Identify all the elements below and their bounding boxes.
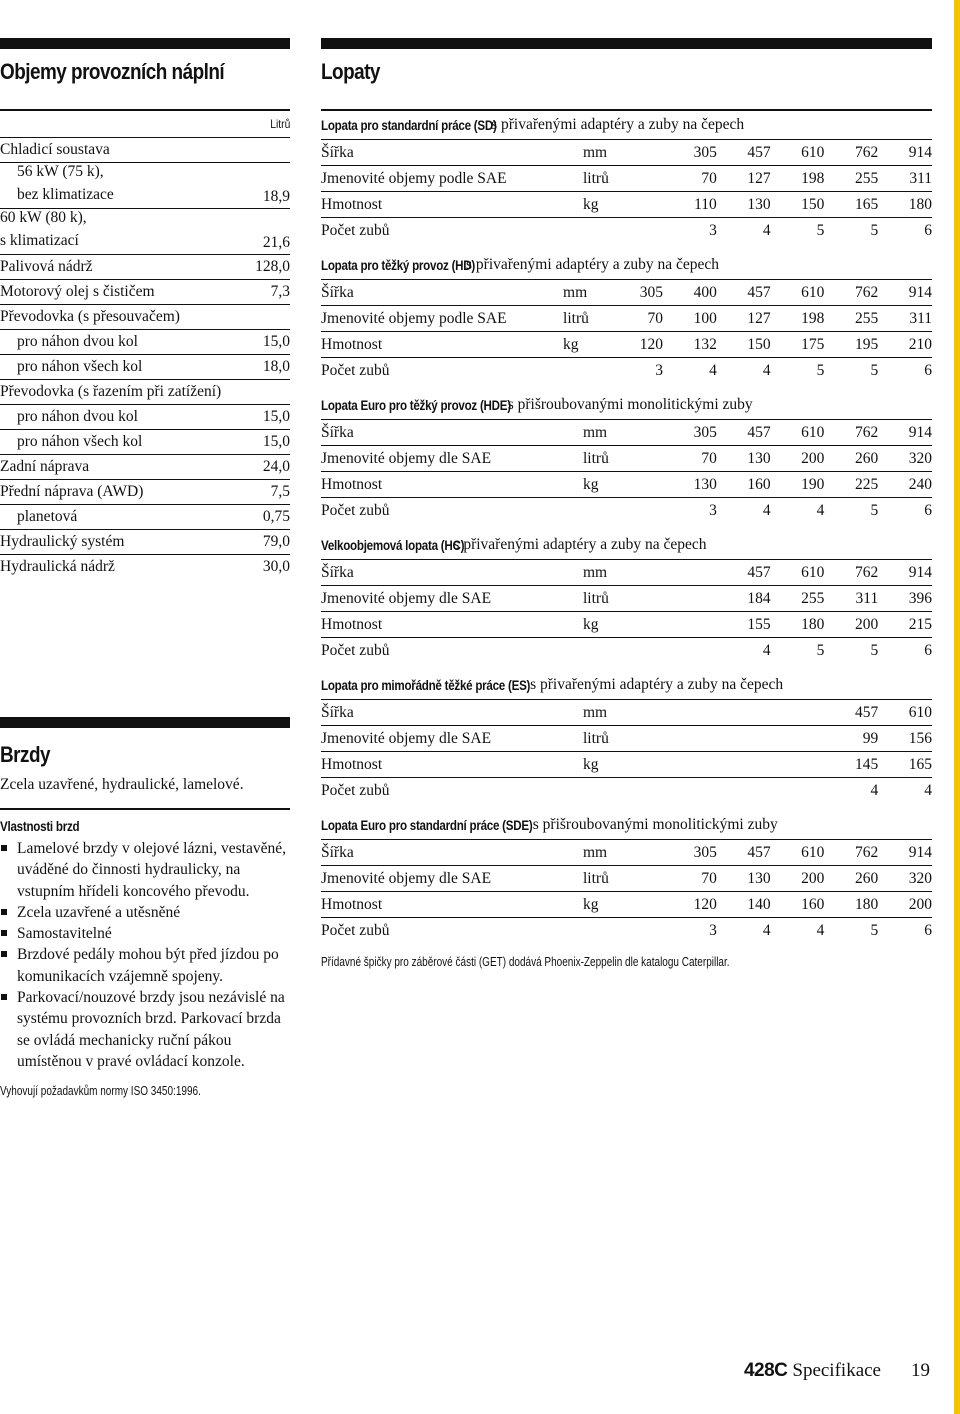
bucket-row-label: Počet zubů (321, 501, 390, 519)
bucket-cell-value: 6 (924, 501, 932, 519)
bucket-row-unit: kg (583, 755, 599, 773)
bucket-table-title (321, 811, 932, 840)
bucket-cell-value: 4 (709, 361, 717, 379)
bucket-cell-value: 305 (693, 423, 717, 441)
bucket-row (321, 280, 932, 306)
bucket-cell-value: 240 (908, 475, 932, 493)
bucket-row-unit: kg (583, 615, 599, 633)
brake-feature-item: Parkovací/nouzové brzdy jsou nezávislé na systému provozních brzd. Parkovací brzda se ovládá mechanicky ruční pákou umístěnou v pravé ovládací konzole. (0, 987, 290, 1072)
bucket-row-label: Počet zubů (321, 361, 390, 379)
bucket-row-values (633, 144, 932, 162)
bucket-cell-value: 6 (924, 921, 932, 939)
bucket-row (321, 306, 932, 332)
bucket-row (321, 358, 932, 383)
bucket-cell-value: 6 (924, 221, 932, 239)
bucket-cell-value: 184 (747, 589, 771, 607)
bucket-type-description: s přivařenými adaptéry a zuby na čepech (526, 676, 784, 693)
fluid-row: Zadní náprava 24,0 (0, 455, 290, 480)
bucket-row-label: Jmenovité objemy dle SAE (321, 729, 492, 747)
bucket-row-label: Hmotnost (321, 195, 383, 213)
brakes-title-bar (0, 717, 290, 728)
bucket-row-values (633, 870, 932, 888)
bucket-cell-value: 180 (801, 615, 825, 633)
bucket-row-label: Jmenovité objemy dle SAE (321, 589, 492, 607)
brakes-title: Brzdy (0, 742, 50, 767)
bucket-cell-value: 5 (870, 221, 879, 239)
bucket-cell-value: 4 (762, 501, 771, 519)
bucket-cell-value: 6 (924, 641, 932, 659)
bucket-row (321, 140, 932, 166)
bucket-cell-value: 130 (747, 869, 771, 887)
bucket-cell-value: 311 (909, 169, 932, 187)
buckets-title-bar (321, 38, 932, 49)
bucket-cell-value: 200 (801, 869, 825, 887)
fluid-row: Přední náprava (AWD) 7,5 (0, 480, 290, 505)
bucket-cell-value: 400 (693, 283, 717, 301)
bucket-table (321, 111, 932, 243)
bucket-cell-value: 180 (854, 895, 879, 913)
bucket-row-values (633, 642, 932, 660)
bucket-row-label: Jmenovité objemy dle SAE (321, 869, 492, 887)
bucket-table-title (321, 671, 932, 700)
bucket-cell-value: 130 (747, 195, 771, 213)
bucket-cell-value: 610 (801, 143, 825, 161)
bucket-type-name: Lopata pro těžký provoz (HD) (321, 257, 476, 273)
bucket-table (321, 671, 932, 803)
bucket-table (321, 811, 932, 943)
bucket-cell-value: 180 (908, 195, 932, 213)
bucket-cell-value: 610 (801, 563, 825, 581)
bucket-table-title (321, 391, 932, 420)
bucket-cell-value: 200 (854, 615, 879, 633)
bucket-cell-value: 215 (908, 615, 932, 633)
bucket-row-unit: mm (583, 703, 608, 721)
bucket-cell-value: 260 (854, 449, 879, 467)
bucket-cell-value: 762 (854, 563, 879, 581)
bucket-row-values (633, 616, 932, 634)
bucket-type-description: s přivařenými adaptéry a zuby na čepech (449, 536, 707, 553)
bucket-cell-value: 198 (801, 309, 825, 327)
bucket-cell-value: 225 (854, 475, 879, 493)
left-column (0, 0, 290, 1099)
bucket-cell-value: 320 (908, 449, 932, 467)
fluid-row: planetová 0,75 (0, 505, 290, 530)
bucket-cell-value: 311 (855, 589, 879, 607)
bucket-cell-value: 914 (908, 563, 932, 581)
bucket-cell-value: 255 (801, 589, 825, 607)
fluid-row: Palivová nádrž 128,0 (0, 255, 290, 280)
bucket-row-label: Šířka (321, 143, 354, 161)
bucket-cell-value: 165 (854, 195, 879, 213)
bucket-row (321, 778, 932, 803)
bucket-cell-value: 156 (908, 729, 932, 747)
bucket-cell-value: 4 (870, 781, 879, 799)
fluids-rule (0, 109, 290, 111)
bucket-row-values (633, 450, 932, 468)
bucket-cell-value: 99 (862, 729, 879, 747)
bucket-cell-value: 610 (801, 283, 825, 301)
bucket-cell-value: 195 (854, 335, 879, 353)
bucket-row-unit: mm (583, 423, 608, 441)
fluid-row: Hydraulická nádrž 30,0 (0, 558, 290, 575)
bucket-cell-value: 127 (747, 169, 771, 187)
right-column (321, 0, 932, 971)
bucket-cell-value: 4 (762, 641, 771, 659)
brake-feature-item: Lamelové brzdy v olejové lázni, vestavěné, uváděné do činnosti hydraulicky, na vstupním hřídeli koncového převodu. (0, 838, 290, 902)
bucket-row (321, 498, 932, 523)
bucket-cell-value: 130 (693, 475, 717, 493)
bucket-cell-value: 70 (701, 869, 717, 887)
bucket-row (321, 840, 932, 866)
bucket-row-label: Šířka (321, 703, 354, 721)
bucket-row (321, 726, 932, 752)
bucket-cell-value: 70 (647, 309, 664, 327)
bucket-row-values (633, 590, 932, 608)
bucket-cell-value: 762 (854, 843, 879, 861)
bucket-row (321, 866, 932, 892)
bucket-row-label: Hmotnost (321, 895, 383, 913)
bucket-cell-value: 5 (870, 361, 879, 379)
bucket-row-label: Počet zubů (321, 641, 390, 659)
bucket-cell-value: 4 (762, 921, 771, 939)
bucket-cell-value: 457 (747, 143, 771, 161)
bucket-cell-value: 210 (908, 335, 932, 353)
bucket-cell-value: 320 (908, 869, 932, 887)
bucket-cell-value: 4 (762, 221, 771, 239)
bucket-type-description: s přišroubovanými monolitickými zuby (503, 396, 753, 413)
bucket-cell-value: 5 (816, 641, 825, 659)
bucket-row (321, 892, 932, 918)
bucket-type-name: Lopata Euro pro standardní práce (SDE) (321, 817, 533, 833)
bucket-cell-value: 3 (709, 501, 717, 519)
fluid-row: 60 kW (80 k), s klimatizací 21,6 (0, 209, 290, 255)
bucket-cell-value: 311 (909, 309, 932, 327)
bucket-row (321, 638, 932, 663)
bucket-type-name: Lopata Euro pro těžký provoz (HDE) (321, 397, 511, 413)
bucket-table-title (321, 111, 932, 140)
bucket-row-label: Hmotnost (321, 475, 383, 493)
bucket-row-values (633, 756, 932, 774)
bucket-cell-value: 260 (854, 869, 879, 887)
bucket-row-values (633, 564, 932, 582)
bucket-table (321, 391, 932, 523)
bucket-row-values (633, 896, 932, 914)
bucket-row-values (633, 730, 932, 748)
brakes-norm-note: Vyhovují požadavkům normy ISO 3450:1996. (0, 1084, 201, 1099)
bucket-cell-value: 255 (854, 169, 879, 187)
bucket-cell-value: 457 (747, 563, 771, 581)
bucket-cell-value: 165 (908, 755, 932, 773)
buckets-footnote: Přídavné špičky pro záběrové části (GET) dodává Phoenix-Zeppelin dle katalogu Caterpillar. (321, 955, 730, 969)
fluid-row: pro náhon všech kol 18,0 (0, 355, 290, 380)
bucket-row-values (633, 196, 932, 214)
bucket-row-values (633, 476, 932, 494)
bucket-cell-value: 100 (693, 309, 717, 327)
buckets-title: Lopaty (321, 59, 380, 84)
bucket-row-values (633, 782, 932, 800)
bucket-cell-value: 120 (639, 335, 664, 353)
page-footer (744, 1360, 930, 1382)
bucket-cell-value: 145 (854, 755, 879, 773)
brake-feature-item: Zcela uzavřené a utěsněné (0, 902, 290, 923)
bucket-cell-value: 200 (908, 895, 932, 913)
bucket-row-unit: mm (583, 563, 608, 581)
bucket-cell-value: 160 (747, 475, 771, 493)
bucket-cell-value: 190 (801, 475, 825, 493)
fluids-table (0, 137, 290, 579)
bucket-row-unit: mm (583, 843, 608, 861)
bucket-row-values (609, 362, 932, 380)
bucket-row-unit: litrů (563, 309, 589, 327)
bucket-row-unit: litrů (583, 869, 609, 887)
bucket-table-title (321, 531, 932, 560)
bucket-row (321, 332, 932, 358)
fluid-row: Chladicí soustava (0, 138, 290, 163)
bucket-cell-value: 150 (747, 335, 771, 353)
bucket-cell-value: 3 (709, 221, 717, 239)
bucket-cell-value: 5 (870, 641, 879, 659)
bucket-cell-value: 4 (924, 781, 932, 799)
bucket-cell-value: 914 (908, 423, 932, 441)
bucket-row-values (633, 222, 932, 240)
fluid-row: Hydraulický systém 79,0 (0, 530, 290, 555)
brakes-features-list (0, 838, 290, 1072)
footer-label: Specifikace (792, 1360, 881, 1381)
bucket-row-label: Hmotnost (321, 335, 383, 353)
bucket-row-unit: kg (583, 195, 599, 213)
yellow-edge-strip (954, 0, 960, 1414)
bucket-row-values (609, 284, 932, 302)
bucket-cell-value: 110 (694, 195, 717, 213)
bucket-cell-value: 457 (854, 703, 879, 721)
fluid-row: Převodovka (s řazením při zatížení) (0, 380, 290, 405)
bucket-cell-value: 70 (701, 169, 717, 187)
bucket-row-label: Hmotnost (321, 615, 383, 633)
bucket-row-unit: litrů (583, 449, 609, 467)
bucket-row (321, 420, 932, 446)
bucket-cell-value: 140 (747, 895, 771, 913)
bucket-cell-value: 198 (801, 169, 825, 187)
bucket-row-label: Počet zubů (321, 781, 390, 799)
page-number: 19 (911, 1360, 930, 1381)
bucket-type-name: Lopata pro standardní práce (SD) (321, 117, 497, 133)
bucket-cell-value: 3 (709, 921, 717, 939)
bucket-row (321, 192, 932, 218)
bucket-row (321, 700, 932, 726)
bucket-cell-value: 610 (801, 423, 825, 441)
fluids-title: Objemy provozních náplní (0, 59, 225, 84)
bucket-cell-value: 70 (701, 449, 717, 467)
bucket-cell-value: 150 (801, 195, 825, 213)
bucket-cell-value: 5 (816, 221, 825, 239)
fluid-row: pro náhon všech kol 15,0 (0, 430, 290, 455)
bucket-cell-value: 160 (801, 895, 825, 913)
bucket-cell-value: 610 (801, 843, 825, 861)
bucket-type-name: Lopata pro mimořádně těžké práce (ES) (321, 677, 531, 693)
fluids-title-bar (0, 38, 290, 49)
bucket-row-label: Jmenovité objemy podle SAE (321, 169, 507, 187)
bucket-row (321, 218, 932, 243)
bucket-row-unit: mm (563, 283, 588, 301)
bucket-row (321, 918, 932, 943)
bucket-row-unit: mm (583, 143, 608, 161)
bucket-table (321, 531, 932, 663)
bucket-row (321, 560, 932, 586)
bucket-row-unit: litrů (583, 169, 609, 187)
bucket-cell-value: 3 (655, 361, 664, 379)
bucket-groups (321, 111, 932, 943)
bucket-row-label: Šířka (321, 283, 354, 301)
bucket-cell-value: 5 (870, 501, 879, 519)
bucket-row-values (609, 310, 932, 328)
fluid-row: Motorový olej s čističem 7,3 (0, 280, 290, 305)
bucket-row (321, 166, 932, 192)
brakes-features-title: Vlastnosti brzd (0, 818, 80, 834)
bucket-cell-value: 305 (693, 843, 717, 861)
bucket-cell-value: 255 (854, 309, 879, 327)
fluid-row: Převodovka (s přesouvačem) (0, 305, 290, 330)
bucket-row-label: Šířka (321, 843, 354, 861)
bucket-row-values (633, 502, 932, 520)
bucket-cell-value: 762 (854, 143, 879, 161)
bucket-row-label: Počet zubů (321, 221, 390, 239)
brake-feature-item: Samostavitelné (0, 923, 290, 944)
brake-feature-item: Brzdové pedály mohou být před jízdou po komunikacích vzájemně spojeny. (0, 944, 290, 987)
bucket-row-unit: litrů (583, 729, 609, 747)
bucket-cell-value: 914 (908, 843, 932, 861)
bucket-row-label: Šířka (321, 563, 354, 581)
bucket-type-description: s přivařenými adaptéry a zuby na čepech (462, 256, 720, 273)
bucket-type-name: Velkoobjemová lopata (HC) (321, 537, 465, 553)
bucket-cell-value: 6 (924, 361, 932, 379)
fluid-row: 56 kW (75 k), bez klimatizace 18,9 (0, 163, 290, 209)
bucket-row-values (609, 336, 932, 354)
bucket-cell-value: 457 (747, 283, 771, 301)
bucket-cell-value: 5 (816, 361, 825, 379)
bucket-cell-value: 762 (854, 283, 879, 301)
bucket-cell-value: 457 (747, 423, 771, 441)
bucket-cell-value: 200 (801, 449, 825, 467)
bucket-row (321, 752, 932, 778)
bucket-cell-value: 914 (908, 283, 932, 301)
bucket-row (321, 612, 932, 638)
bucket-cell-value: 762 (854, 423, 879, 441)
bucket-row-values (633, 922, 932, 940)
bucket-row-unit: kg (583, 475, 599, 493)
bucket-cell-value: 4 (816, 921, 825, 939)
bucket-row-unit: kg (583, 895, 599, 913)
bucket-row-values (633, 170, 932, 188)
bucket-cell-value: 457 (747, 843, 771, 861)
bucket-row-values (633, 704, 932, 722)
bucket-cell-value: 396 (908, 589, 932, 607)
bucket-row-label: Jmenovité objemy podle SAE (321, 309, 507, 327)
bucket-cell-value: 155 (747, 615, 771, 633)
fluid-row: pro náhon dvou kol 15,0 (0, 405, 290, 430)
bucket-table (321, 251, 932, 383)
bucket-cell-value: 305 (639, 283, 664, 301)
fluid-row: pro náhon dvou kol 15,0 (0, 330, 290, 355)
bucket-row-values (633, 424, 932, 442)
bucket-cell-value: 127 (747, 309, 771, 327)
bucket-row-unit: kg (563, 335, 579, 353)
bucket-cell-value: 175 (801, 335, 825, 353)
bucket-cell-value: 130 (747, 449, 771, 467)
bucket-cell-value: 610 (908, 703, 932, 721)
bucket-row-values (633, 844, 932, 862)
bucket-row (321, 446, 932, 472)
bucket-row (321, 472, 932, 498)
bucket-table-title (321, 251, 932, 280)
brakes-rule (0, 808, 290, 810)
bucket-cell-value: 305 (693, 143, 717, 161)
bucket-cell-value: 4 (762, 361, 771, 379)
bucket-row-unit: litrů (583, 589, 609, 607)
bucket-row-label: Počet zubů (321, 921, 390, 939)
bucket-row (321, 586, 932, 612)
bucket-row-label: Jmenovité objemy dle SAE (321, 449, 492, 467)
bucket-cell-value: 4 (816, 501, 825, 519)
bucket-cell-value: 914 (908, 143, 932, 161)
bucket-type-description: s přivařenými adaptéry a zuby na čepech (487, 116, 745, 133)
bucket-type-description: s přišroubovanými monolitickými zuby (528, 816, 778, 833)
footer-model: 428C (743, 1360, 788, 1381)
bucket-cell-value: 132 (693, 335, 717, 353)
bucket-cell-value: 120 (693, 895, 717, 913)
bucket-row-label: Hmotnost (321, 755, 383, 773)
bucket-cell-value: 5 (870, 921, 879, 939)
fluids-unit: Litrů (269, 117, 290, 131)
brakes-description: Zcela uzavřené, hydraulické, lamelové. (0, 776, 244, 793)
bucket-row-label: Šířka (321, 423, 354, 441)
